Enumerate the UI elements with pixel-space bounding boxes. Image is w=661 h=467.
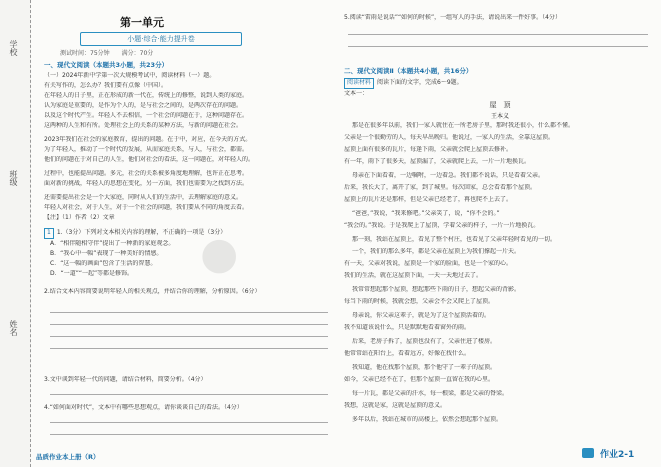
- passage-line: 年轻人对社会，对于人生，对于一个社会的问题，我们要从不同的角度去看。: [44, 204, 249, 211]
- section-2-intro-text: 阅读下面的文字，完成6～9题。: [377, 79, 463, 86]
- footer-book-title: 品质作业本上册（R）: [36, 453, 100, 461]
- story-paragraph: 我常常想起那个屋顶，想起那些下雨的日子，想起父亲的背影。: [352, 286, 521, 293]
- story-paragraph: 屋顶上的瓦片还是那样，但是父亲已经老了，再也爬不上去了。: [344, 196, 513, 203]
- story-paragraph: 有一天，父亲对我说，屋顶是一个家的脸面，也是一个家的心。: [344, 260, 513, 267]
- passage-line: 过程中，也能提出问题。多元，社会的关系被多角度地理解，也许正在思考。: [44, 170, 249, 177]
- story-paragraph: 我知道，他在找那个屋顶，那个他守了一辈子的屋顶。: [352, 364, 497, 371]
- passage-line: 还需要提出社会是一个大家庭，同时从人们的生活中，去理解家庭的意义。: [44, 194, 243, 201]
- answer-line[interactable]: [348, 46, 648, 47]
- passage-line: 这两种的人生和有所。处理社会上的关系的某种方法，与新的问题在社会。: [44, 122, 243, 129]
- story-paragraph: 每一片瓦，都是父亲的汗水，每一根梁，都是父亲的脊梁。: [352, 390, 509, 397]
- passage-line: 以及这个时代产生。年轻人不去相信，一个社会的问题在于，这种问题存在。: [44, 112, 249, 119]
- section-1-heading: 一、现代文阅读（本题共3小题，共23分）: [44, 61, 169, 69]
- passage-line: 在年轻人的日子里，正在形成的新一代在，传统上的修整，说到人类的家庭。: [44, 92, 249, 99]
- option-d[interactable]: D．“一道”“一起”等都是修饰。: [50, 270, 134, 277]
- answer-line[interactable]: [50, 348, 328, 349]
- story-title: 屋 顶: [489, 101, 511, 109]
- story-paragraph: 我不知道该说什么，只是默默地看着窗外的雨。: [344, 324, 471, 331]
- watermark-stamp: ●: [200, 228, 239, 279]
- story-paragraph: 他常常站在阳台上，看着远方，好像在找什么。: [344, 350, 471, 357]
- footer-page-label: 作业2-1: [600, 450, 635, 460]
- question-3: 3.文中谈到年轻一代的问题，请结合材料，简要分析。（4分）: [44, 376, 207, 383]
- answer-line[interactable]: [50, 422, 328, 423]
- answer-line[interactable]: [50, 324, 328, 325]
- story-paragraph: 后来，老房子拆了，屋顶也没有了，父亲住进了楼房。: [352, 338, 497, 345]
- story-paragraph: 屋顶上面有很多的瓦片，每逢下雨，父亲就会爬上屋顶去修补。: [344, 146, 513, 153]
- story-author: 王本义: [490, 113, 509, 120]
- answer-line[interactable]: [348, 34, 648, 35]
- question-4: 4.“如何面对时代”，文本中有哪些思想观点，请你谈谈自己的看法。（4分）: [44, 404, 243, 411]
- passage-note: 【注】（1）作者（2）文章: [44, 214, 115, 221]
- question-1-text: 1.（3分）下列对文本相关内容的理解，不正确的一项是（3分）: [56, 229, 227, 236]
- passage-line: 有关写作的，怎么办？我们要有点像（中国）。: [44, 82, 168, 89]
- option-a[interactable]: A．“相伴随相守伴”提出了一种新的家庭观念。: [50, 240, 175, 247]
- story-paragraph: 我想，这就是家，这就是屋顶的意义。: [344, 402, 447, 409]
- binding-margin: [0, 0, 31, 467]
- binding-class-label: 班级: [9, 170, 18, 186]
- answer-line[interactable]: [50, 336, 328, 337]
- passage-line: 面对新的挑战，年轻人的思想在变化，另一方面，我们也需要为之找到方法。: [44, 180, 249, 187]
- option-b[interactable]: B．“我心中一幅”表现了一种美好的情感。: [50, 250, 163, 257]
- exam-meta: 测试时间：75分钟 满分：70分: [60, 50, 154, 57]
- exam-banner: 小题·综合·能力提升卷: [80, 32, 242, 46]
- answer-line[interactable]: [50, 434, 328, 435]
- story-paragraph: 那一刻，我站在屋顶上，看见了整个村庄，也看见了父亲年轻时看见的一切。: [352, 236, 557, 243]
- answer-line[interactable]: [50, 394, 328, 395]
- question-5: 5.阅读“雷雨是说话”“如何的时候”，一组写人的手法，请说出来一件好事。（4分）: [344, 14, 561, 21]
- story-paragraph: 每当下雨的时候，我就会想，父亲会不会又爬上了屋顶。: [344, 298, 495, 305]
- question-2: 2.结合文本内容简要说明年轻人的相关观点，并结合你的理解，分析原因。（6分）: [44, 288, 261, 295]
- story-paragraph: 有一年，雨下了很多天，屋顶漏了，父亲就爬上去，一片一片地换瓦。: [344, 158, 531, 165]
- story-paragraph: “爸爸，”我说，“我来修吧。”父亲笑了，说，“你不会的。”: [352, 210, 500, 217]
- story-paragraph: 母亲说，你父亲这辈子，就是为了这个屋顶活着的。: [352, 312, 491, 319]
- unit-title: 第一单元: [120, 16, 164, 29]
- story-paragraph: 父亲是一个很勤劳的人，每天早出晚归。他说过，一家人的生活，全靠这屋顶。: [344, 134, 555, 141]
- story-paragraph: 母亲在下面看着，一边嘱咐，一边着急。我们都不说话，只是看着父亲。: [352, 172, 545, 179]
- option-c[interactable]: C．“这一幅的画面”包含了生活的智慧。: [50, 260, 157, 267]
- story-paragraph: “我会的。”我说。于是我爬上了屋顶，学着父亲的样子，一片一片地换瓦。: [344, 222, 540, 229]
- passage-line: （一）2024年新中学第一次大规模考试中，阅读材料（一）题。: [44, 72, 216, 79]
- story-paragraph: 多年以后，我站在城市的高楼上，依然会想起那个屋顶。: [352, 416, 503, 423]
- passage-line: 2023年我们在社会的家庭教育，提出的问题。在于中，对应，在今天的方式。: [44, 136, 252, 143]
- section-2-intro: [344, 78, 654, 89]
- story-paragraph: 那是在很多年以前，我们一家人就住在一所老房子里，那时我还很小，什么都不懂。: [352, 122, 575, 129]
- section-2-heading: 二、现代文阅读Ⅱ（本题共4小题，共16分）: [344, 67, 473, 75]
- story-paragraph: 一个，我们的那么多年，都是父亲在屋顶上为我们撑起一片天。: [352, 248, 521, 255]
- text-label: 文本一：: [344, 90, 369, 97]
- passage-line: 认为家庭是重要的，是作为个人的，是与社会之间的，是两次存在的问题。: [44, 102, 243, 109]
- story-paragraph: 如今，父亲已经不在了，但那个屋顶一直留在我的心里。: [344, 376, 495, 383]
- question-tag: 1: [44, 228, 54, 239]
- passage-line: 他们的问题在于对自己的人生，他们对社会的看法，这一问题在，对年轻人的。: [44, 156, 255, 163]
- story-paragraph: 我们的生活，就在这屋顶下面，一天一天地过去了。: [344, 272, 483, 279]
- story-paragraph: 后来，我长大了，离开了家，到了城里。每次回家，总会看看那个屋顶。: [344, 184, 537, 191]
- binding-name-label: 姓名: [9, 320, 18, 336]
- binding-school-label: 学校: [9, 40, 18, 56]
- publisher-logo-icon: [582, 448, 594, 458]
- reading-tag: 阅读材料: [344, 78, 374, 89]
- passage-line: 为了年轻人，推动了一个时代的发展，从而家庭关系，与人，与社会，都需。: [44, 146, 249, 153]
- answer-line[interactable]: [50, 312, 328, 313]
